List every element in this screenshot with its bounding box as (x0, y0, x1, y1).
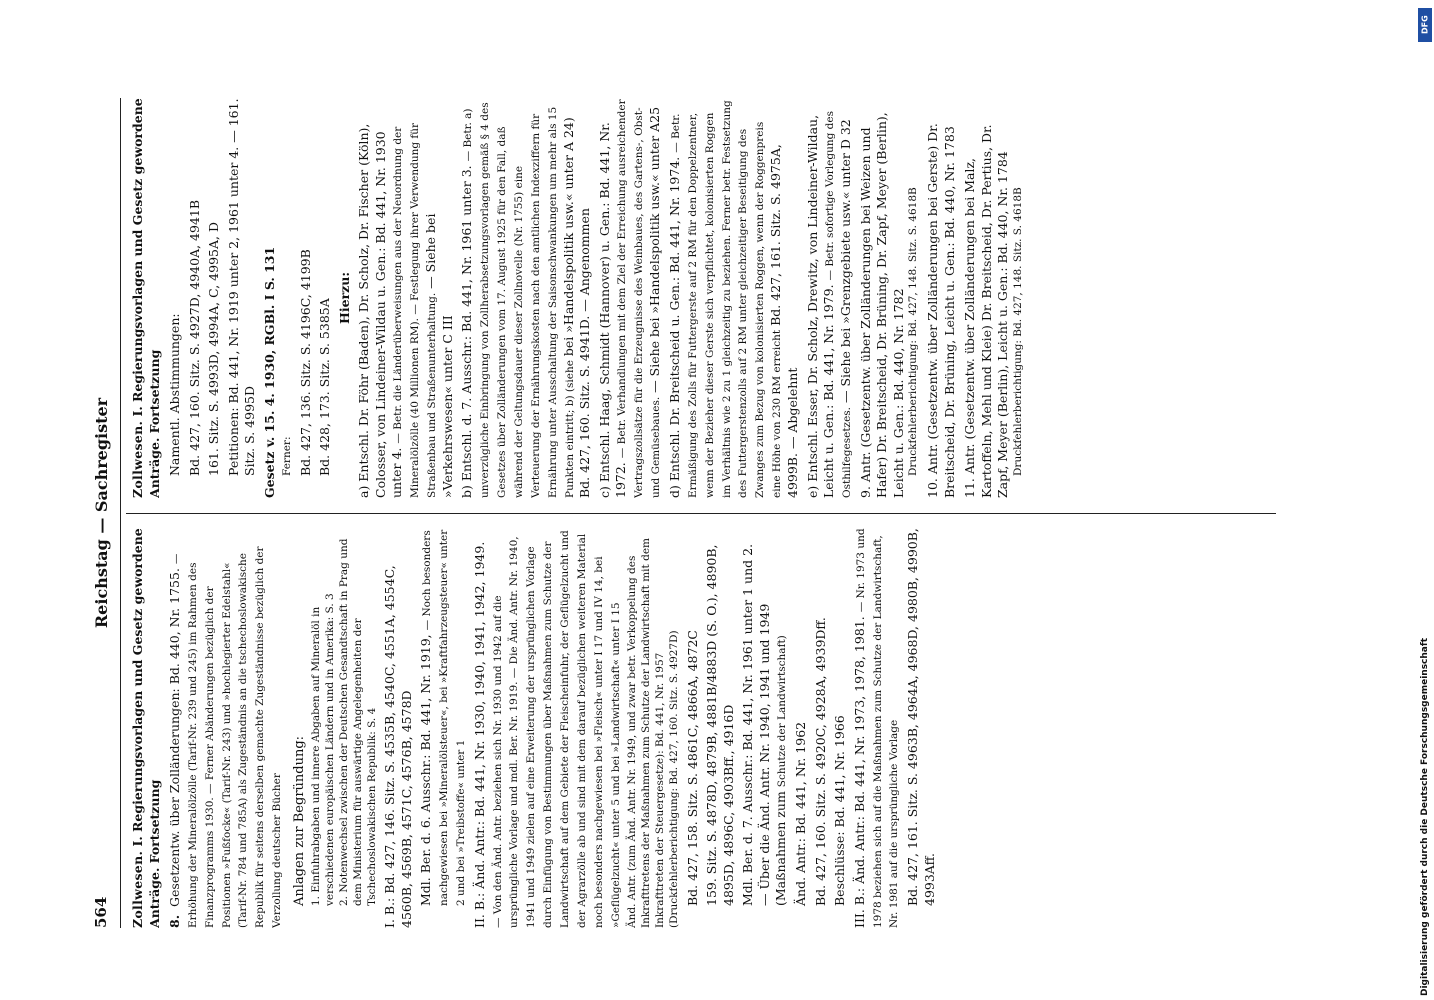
anlage-1: 1. Einfuhrabgaben und innere Abgaben auf Mineralöl in verschiedenen europäischen Ländern und in Amerika: S. 3 (310, 593, 337, 906)
resolution-a (356, 98, 456, 498)
report-2-text: Mdl. Ber. d. 7. Ausschr.: Bd. 441, Nr. 1961 unter 1 und 2. — Über die Änd. Antr. Nr. 1940, 1941 und 1949 (Maßnahmen zum (740, 543, 789, 906)
resolution-c-end: — Siehe bei »Handelspolitik usw.« unter A25 (647, 106, 663, 393)
resolution-e-end: — Siehe bei »Grenzgebiete usw.« unter D 32 (837, 119, 853, 403)
entry-11-text: 11. Antr. (Gesetzentw. über Zolländerungen bei Malz, Kartoffeln, Mehl und Kleie) Dr. Breitscheid, Dr. Pertius, Dr. Zapf, Meyer (Berlin), Leicht u. Gen.: Bd. 440, Nr. 1784 (962, 124, 1011, 498)
entry-number: 8. (167, 914, 182, 928)
resolution-c-text: c) Entschl. Haag, Schmidt (Hannover) u. Gen.: Bd. 441, Nr. 1972. (596, 122, 629, 498)
right-column (130, 98, 1300, 498)
session-158: Bd. 427, 158. Sitz. S. 4861C, 4866A, 4872C (684, 630, 700, 906)
anlagen-title: Anlagen zur Begründung: (292, 735, 308, 906)
heading-label: Zollwesen. (130, 850, 145, 928)
heading-label: Zollwesen. (130, 420, 145, 498)
funding-text: Digitalisierung gefördert durch die Deutsche Forschungsgemeinschaft (1420, 637, 1430, 996)
resolution-a-text: a) Entschl. Dr. Föhr (Baden), Dr. Scholz, Dr. Fischer (Köln), Colosser, von Lindeiner-Wildau u. Gen.: Bd. 441, Nr. 1930 unter 4. (356, 123, 405, 498)
heading-text: I. Regierungsvorlagen und Gesetz gewordene Anträge. Fortsetzung (130, 98, 162, 498)
resolution-d-end: Bd. 427, 161. Sitz. S. 4975A, 4999B. — Abgelehnt (768, 144, 801, 498)
report-2 (740, 528, 790, 928)
session-159: 159. Sitz. S. 4878D, 4879B, 4881B/4883D (S. O.), 4890B, 4895D, 4896C, 4903Bff., 4916D (704, 544, 736, 906)
resolution-d (667, 98, 802, 498)
resolution-e-note: — Betr. sofortige Vorlegung des Osthilfegesetzes. (824, 110, 853, 498)
heading-text: I. Regierungsvorlagen und Gesetz gewordene Anträge. Fortsetzung (130, 528, 162, 928)
entry-11-note: Druckfehlerberichtigung: Bd. 427, 148. Sitz. S. 4618B (1011, 187, 1024, 476)
rotated-page (90, 98, 1310, 928)
resolution-b-end: bei »Handelspolitik usw.« unter A 24) Bd. 427, 160. Sitz. S. 4941D. — Angenommen (560, 117, 593, 498)
funding-note (1417, 6, 1433, 996)
entry-main: Gesetzentw. über Zolländerungen: Bd. 440, Nr. 1755. (167, 568, 182, 907)
session-160: Bd. 427, 160. Sitz. S. 4920C, 4928A, 4939Dff. (812, 617, 828, 906)
column-divider (126, 513, 1276, 514)
resolution-d-note: — Betr. Ermäßigung des Zolls für Futtergerste auf 2 RM für den Doppelzentner, wenn der Bezieher dieser Gerste sich verpflichtet, kolonisierten Roggen im Verhältnis wie 2 zu 1 gleichzeitig zu beziehen. Ferner betr. Festsetzung des Futtergerstenzolls auf 2 RM unter gleichzeitiger Beseitigung des Zwanges zum Bezug von kolonisierten Roggen, wenn der Roggenpreis eine Höhe von 230 RM erreicht (670, 100, 784, 498)
anlage-2: 2. Notenwechsel zwischen der Deutschen Gesandtschaft in Prag und dem Ministerium für auswärtige Angelegenheiten der Tschechoslowakischen Republik: S. 4 (337, 538, 378, 906)
resolution-c-note: — Betr. Verhandlungen mit dem Ziel der Erreichung ausreichender Vertragszollsätze für die Erzeugnisse des Weinbaues, des Gartens-, Obst- und Gemüsebaues. (616, 99, 663, 498)
entry-11 (962, 98, 1025, 498)
roll-call-2: 161. Sitz. S. 4993D, 4994A, C, 4995A, D (206, 222, 221, 476)
resolution-b (459, 98, 594, 498)
report-1 (418, 528, 469, 928)
session-161: Bd. 427, 161. Sitz. S. 4963B, 4964A, 4968D, 4980B, 4990B, 4993Aff. (905, 528, 937, 906)
reading-2 (472, 528, 623, 928)
report-2-note: Schutze der Landwirtschaft) (776, 635, 789, 788)
reading-1: I. B.: Bd. 427, 146. Sitz. S. 4535B, 4540C, 4551A, 4554C, 4560B, 4569B, 4571C, 4576B, 4578D (382, 565, 414, 928)
resolutions: Beschlüsse: Bd. 441, Nr. 1966 (832, 715, 848, 906)
entry-9-note: Druckfehlerberichtigung: Bd. 427, 148. Sitz. S. 4618B (907, 187, 920, 476)
resolution-a-end: — Siehe bei »Verkehrswesen« unter C III (423, 213, 455, 498)
entry-9 (858, 98, 921, 498)
ferner-1: Bd. 427, 136. Sitz. S. 4196C, 4199B (297, 249, 313, 476)
reading-2-text: II. B.: Änd. Antr.: Bd. 441, Nr. 1930, 1940, 1941, 1942, 1949. (472, 541, 488, 928)
entry-10: 10. Antr. (Gesetzentw. über Zolländerungen bei Gerste) Dr. Breitscheid, Dr. Brüning, Leicht u. Gen.: Bd. 440, Nr. 1783 (925, 123, 957, 498)
roll-call-1: Bd. 427, 160. Sitz. S. 4927D, 4940A, 4941B (186, 199, 202, 476)
entry-9-text: 9. Antr. (Gesetzentw. über Zolländerungen bei Weizen und Hafer) Dr. Breitscheid, Dr. Brüning, Dr. Zapf, Meyer (Berlin), Leicht u. Gen.: Bd. 440, Nr. 1782 (857, 112, 906, 498)
roll-call-title: Namentl. Abstimmungen: (167, 313, 182, 476)
right-column-heading (130, 98, 163, 498)
reading-2-note: — Von den Änd. Antr. beziehen sich Nr. 1930 und 1942 auf die ursprüngliche Vorlage und mdl. Ber. Nr. 1919. — Die Änd. Antr. Nr. 1940, 1941 und 1949 zielen auf eine Erweiterung der ursprünglichen Vorlage durch Einfügung von Bestimmungen über Maßnahmen zum Schutze der Landwirtschaft auf dem Gebiete der Fleischeinfuhr, der Geflügelzucht und der Agrarzölle ab und sind mit dem darauf bezüglichen weiteren Material noch besonders nachgewiesen bei »Fleisch« unter I 17 und IV 14, bei »Geflügelzucht« unter 5 und bei »Landwirtschaft« unter I 15 (491, 530, 622, 928)
resolution-a-note: — Betr. die Länderüberweisungen aus der Neuordnung der Mineralölzölle (40 Millionen RM). — Festlegung ihrer Verwendung für Straßenbau und Straßenunterhaltung. (392, 122, 439, 498)
reading-3 (852, 528, 903, 928)
entry-8 (167, 528, 285, 928)
resolution-b-note: — Betr. a) unverzügliche Einbringung von Zollherabsetzungsvorlagen gemäß § 4 des Gesetzes über Zolländerungen vom 17. August 1925 für den Fall, daß während der Geltungsdauer dieser Zollnovelle (Nr. 1755) eine Verteuerung der Ernährungskosten nach den amtlichen Indexziffern für Ernährung unter Ausschaltung der Saisonschwankungen um mehr als 15 Punkten eintritt; b) (siehe (462, 102, 576, 498)
left-column-heading (130, 528, 163, 928)
hierzu-label: Hierzu: (336, 272, 352, 324)
dfg-logo: DFG (1418, 8, 1432, 42)
amendment-1962: Änd. Antr.: Bd. 441, Nr. 1962 (793, 721, 809, 906)
ferner-label: Ferner: (281, 436, 293, 476)
petitions: Petitionen: Bd. 441, Nr. 1919 unter 2, 1961 unter 4. — 161. Sitz. S. 4995D (225, 98, 257, 476)
resolution-e (805, 98, 855, 498)
page-title: Reichstag — Sachregister (92, 397, 111, 629)
page-number: 564 (92, 896, 110, 928)
entry-note: — Erhöhung der Mineralölzölle (Tarif-Nr. 239 und 245) im Rahmen des Finanzprogramms 1930. — Ferner Abänderungen bezüglich der Positionen »Fußfocke« (Tarif-Nr. 243) und »hochlegierter Edelstahl« (Tarif-Nr. 784 und 785A) als Zugeständnis an die tschechoslowakische Republik für seitens derselben gemachte Zugeständnisse bezüglich der Verzollung deutscher Bücher (170, 546, 284, 928)
resolution-c (597, 98, 664, 498)
resolution-d-text: d) Entschl. Dr. Breitscheid u. Gen.: Bd. 441, Nr. 1974. (667, 156, 683, 498)
running-header (90, 98, 118, 928)
ferner-2: Bd. 428, 173. Sitz. S. 5385A (317, 298, 333, 476)
resolution-e-text: e) Entschl. Esser, Dr. Scholz, Drewitz, von Lindeiner-Wildau, Leicht u. Gen.: Bd. 441, Nr. 1979. (804, 114, 837, 498)
law-reference: Gesetz v. 15. 4. 1930, RGBl. I S. 131 (261, 246, 277, 498)
report-1-note: — Noch besonders nachgewiesen bei »Mineralölsteuer«, bei »Kraftfahrzeugsteuer« unter 2 und bei »Treibstoffe« unter 1 (421, 529, 468, 906)
header-rule (120, 98, 121, 928)
reading-3-note: — Nr. 1973 und 1978 beziehen sich auf die Maßnahmen zum Schutze der Landwirtschaft, Nr. 1981 auf die ursprüngliche Vorlage (854, 528, 901, 928)
report-1-text: Mdl. Ber. d. 6. Ausschr.: Bd. 441, Nr. 1919, (418, 634, 434, 906)
resolution-b-text: b) Entschl. d. 7. Ausschr.: Bd. 441, Nr. 1961 unter 3. (459, 165, 475, 498)
left-column (130, 528, 1300, 928)
reading-3-text: III. B.: Änd. Antr.: Bd. 441, Nr. 1973, 1978, 1981. (851, 616, 867, 928)
amendment-note: Änd. Antr. (zum Änd. Antr. Nr. 1949, und zwar betr. Verkoppelung des Inkrafttretens der Maßnahmen zum Schutze der Landwirtschaft mit dem Inkrafttreten der Steuergesetze): Bd. 441, Nr. 1957 (Druckfehlerberichtigung: Bd. 427, 160. Sitz. S. 4927D) (626, 538, 680, 928)
